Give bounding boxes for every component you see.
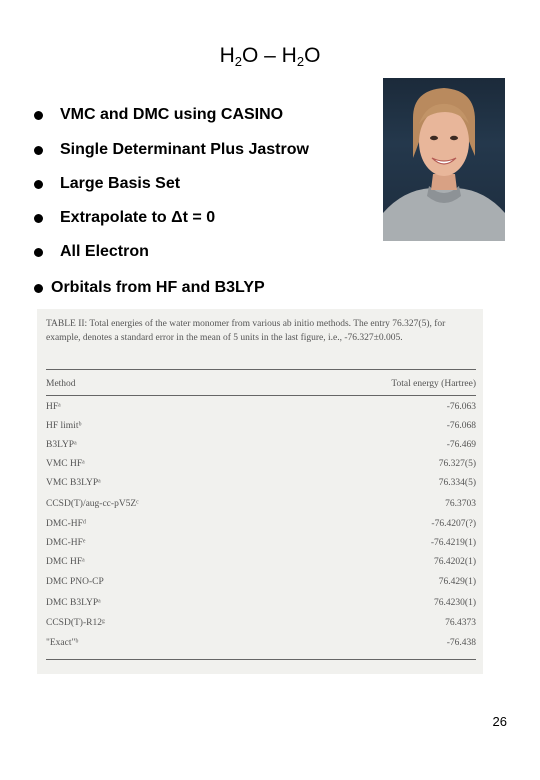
- energy-table-image: TABLE II: Total energies of the water monomer from various ab initio methods. The entry 76.327(5), for example, denotes a standard error in the mean of 5 units in the last figure, i.e., -76.327±0.005. Method Total energy (Hartree) HFᵃ -76.063 HF limitᵇ -76.068 B3LYPᵃ -76.469 VMC HFᵃ 76.327(5) VMC B3LYPᵃ 76.334(5) CCSD(T)/aug-cc-pV5Zᶜ 76.3703 DMC-HFᵈ -76.4207(?) DMC-HFᵉ -76.4219(1) DMC HFᵃ 76.4202(1) DMC PNO-CP 76.429(1) DMC B3LYPᵃ 76.4230(1) CCSD(T)-R12ᵍ 76.4373 "Exact"ᵇ -76.438: [37, 309, 483, 674]
- bullet-item: Single Determinant Plus Jastrow: [34, 141, 309, 159]
- bullet-dot-icon: [34, 248, 43, 257]
- table-rule-bottom: [46, 659, 476, 660]
- bullet-item: VMC and DMC using CASINO: [34, 106, 283, 124]
- header-energy: Total energy (Hartree): [391, 379, 476, 389]
- header-method: Method: [46, 379, 76, 389]
- bullet-dot-icon: [34, 284, 43, 293]
- bullet-item: Orbitals from HF and B3LYP: [34, 279, 265, 297]
- table-rule-header: [46, 395, 476, 396]
- bullet-item: Extrapolate to Δt = 0: [34, 209, 215, 227]
- bullet-dot-icon: [34, 214, 43, 223]
- bullet-dot-icon: [34, 180, 43, 189]
- page-number: 26: [492, 714, 507, 729]
- table-rule-top: [46, 369, 476, 370]
- bullet-dot-icon: [34, 146, 43, 155]
- table-caption: TABLE II: Total energies of the water monomer from various ab initio methods. The entry 76.327(5), for example, denotes a standard error in the mean of 5 units in the last figure, i.e., -76.327±0.005.: [46, 319, 446, 343]
- bullet-item: Large Basis Set: [34, 175, 180, 193]
- portrait-photo: [383, 78, 505, 241]
- portrait-illustration: [383, 78, 505, 241]
- slide-title: $H_2O - H_2O$: [219, 44, 321, 69]
- bullet-dot-icon: [34, 111, 43, 120]
- bullet-item: All Electron: [34, 243, 149, 261]
